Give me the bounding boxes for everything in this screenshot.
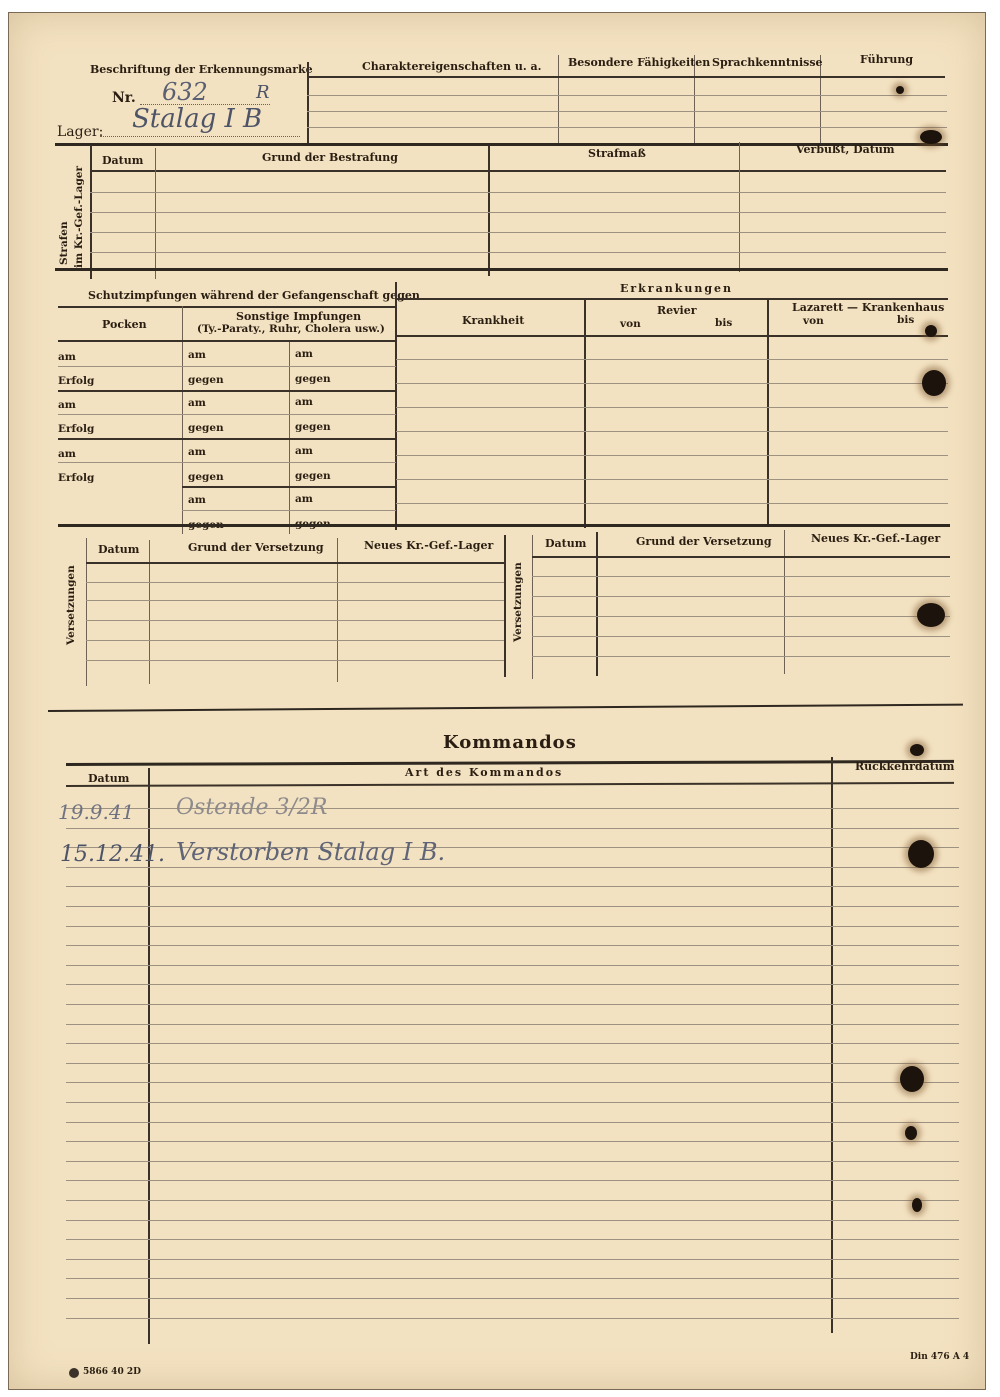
kommando-art-2: Verstorben Stalag I B.	[176, 838, 446, 866]
ruled-line	[66, 1063, 959, 1064]
nr-label: Nr.	[112, 90, 136, 106]
kommando-datum-2: 15.12.41.	[60, 842, 165, 867]
ruled-line	[66, 867, 959, 868]
printer-mark-icon	[69, 1368, 79, 1378]
ruled-line	[66, 1180, 959, 1181]
vacc-sonstige-sub: (Ty.-Paraty., Ruhr, Cholera usw.)	[197, 323, 385, 335]
ruled-line	[66, 1259, 959, 1260]
illness-lazarett-bis: bis	[897, 314, 915, 326]
ruled-line	[66, 1239, 959, 1240]
ruled-line	[66, 1043, 959, 1044]
kommandos-col-datum: Datum	[88, 772, 130, 785]
hole-mark	[912, 1198, 922, 1212]
vacc-am-2: am	[58, 399, 76, 411]
transfers-col-datum-2: Datum	[545, 537, 587, 550]
col-sprachen: Sprachkenntnisse	[712, 56, 823, 69]
vacc-am-b3: am	[295, 445, 313, 457]
ruled-line	[66, 1220, 959, 1221]
col-fuehrung: Führung	[860, 53, 914, 66]
vacc-sonstige: Sonstige Impfungen	[236, 310, 362, 323]
ruled-line	[66, 886, 959, 887]
ruled-line	[66, 1200, 959, 1201]
penalties-col-datum: Datum	[102, 154, 144, 167]
ruled-line	[66, 828, 959, 829]
illness-revier-bis: bis	[715, 317, 733, 329]
footer-right: Din 476 A 4	[910, 1352, 970, 1362]
col-charakter: Charaktereigenschaften u. a.	[362, 60, 542, 73]
penalties-col-grund: Grund der Bestrafung	[262, 151, 398, 164]
ruled-line	[66, 965, 959, 966]
transfers-side-label-1: Versetzungen	[65, 565, 77, 645]
vacc-am-1: am	[58, 351, 76, 363]
ruled-line	[66, 1004, 959, 1005]
vacc-gegen-a3: gegen	[188, 471, 224, 483]
ruled-line	[66, 1024, 959, 1025]
penalties-side-label-2: im Kr.-Gef.-Lager	[73, 165, 85, 268]
kommando-art-1: Ostende 3/2R	[176, 795, 328, 820]
hole-mark	[900, 1066, 924, 1092]
illness-revier-von: von	[620, 318, 641, 330]
ruled-line	[66, 1278, 959, 1279]
hole-mark	[922, 370, 946, 396]
ruled-line	[66, 1161, 959, 1162]
vacc-gegen-a1: gegen	[188, 374, 224, 386]
kommandos-col-art: Art des Kommandos	[405, 766, 564, 779]
transfers-col-grund-1: Grund der Versetzung	[188, 541, 324, 554]
vacc-erfolg-3: Erfolg	[58, 472, 95, 484]
vacc-erfolg-2: Erfolg	[58, 423, 95, 435]
kommandos-col-rueckkehr: Rückkehrdatum	[855, 760, 955, 773]
illness-revier: Revier	[657, 304, 697, 317]
kommando-datum-1: 19.9.41	[58, 800, 135, 824]
vacc-am-b4: am	[295, 493, 313, 505]
vacc-am-3: am	[58, 448, 76, 460]
vacc-gegen-b4: gegen	[295, 518, 331, 530]
vacc-gegen-b3: gegen	[295, 470, 331, 482]
footer-left: 5866 40 2D	[83, 1367, 141, 1377]
ruled-line	[66, 984, 959, 985]
illness-krankheit: Krankheit	[462, 314, 525, 327]
hole-mark	[917, 603, 945, 627]
ruled-line	[66, 1298, 959, 1299]
vacc-am-a1: am	[188, 349, 206, 361]
ruled-line	[66, 1141, 959, 1142]
vacc-am-a3: am	[188, 446, 206, 458]
penalties-col-strafmass: Strafmaß	[588, 147, 646, 160]
ruled-line	[66, 1318, 959, 1319]
vacc-gegen-a2: gegen	[188, 422, 224, 434]
hole-mark	[920, 130, 942, 144]
hole-mark	[908, 840, 934, 868]
ruled-line	[66, 1102, 959, 1103]
lager-label: Lager:	[57, 124, 104, 140]
illness-lazarett: Lazarett — Krankenhaus	[792, 301, 945, 314]
transfers-col-lager-1: Neues Kr.-Gef.-Lager	[364, 539, 494, 552]
vacc-title: Schutzimpfungen während der Gefangenschaft gegen	[88, 289, 420, 302]
penalties-side-label-1: Strafen	[58, 221, 70, 265]
hole-mark	[905, 1126, 917, 1140]
ruled-line	[66, 945, 959, 946]
vacc-am-b2: am	[295, 396, 313, 408]
illness-lazarett-von: von	[803, 315, 824, 327]
transfers-side-label-2: Versetzungen	[512, 562, 524, 642]
transfers-col-lager-2: Neues Kr.-Gef.-Lager	[811, 532, 941, 545]
col-faehigkeiten: Besondere Fähigkeiten	[568, 56, 711, 69]
vacc-gegen-b2: gegen	[295, 421, 331, 433]
ruled-line	[66, 1122, 959, 1123]
lager-value: Stalag I B	[132, 104, 263, 134]
lager-line	[100, 136, 300, 137]
hole-mark	[896, 86, 904, 94]
transfers-col-datum-1: Datum	[98, 543, 140, 556]
vacc-gegen-a4: gegen	[188, 519, 224, 531]
hole-mark	[910, 744, 924, 756]
illness-title: Erkrankungen	[620, 282, 734, 295]
vacc-am-a4: am	[188, 494, 206, 506]
hole-mark	[925, 325, 937, 337]
kommandos-title: Kommandos	[443, 732, 577, 753]
vacc-am-a2: am	[188, 397, 206, 409]
nr-suffix: R	[256, 82, 270, 103]
nr-value: 632	[162, 78, 208, 106]
vacc-pocken: Pocken	[102, 318, 147, 331]
vacc-gegen-b1: gegen	[295, 373, 331, 385]
penalties-col-verbuesst: Verbüßt, Datum	[796, 143, 895, 156]
transfers-col-grund-2: Grund der Versetzung	[636, 535, 772, 548]
vacc-am-b1: am	[295, 348, 313, 360]
ruled-line	[66, 906, 959, 907]
ruled-line	[66, 926, 959, 927]
ruled-line	[66, 1082, 959, 1083]
id-card-title: Beschriftung der Erkennungsmarke	[90, 63, 313, 76]
vacc-erfolg-1: Erfolg	[58, 375, 95, 387]
